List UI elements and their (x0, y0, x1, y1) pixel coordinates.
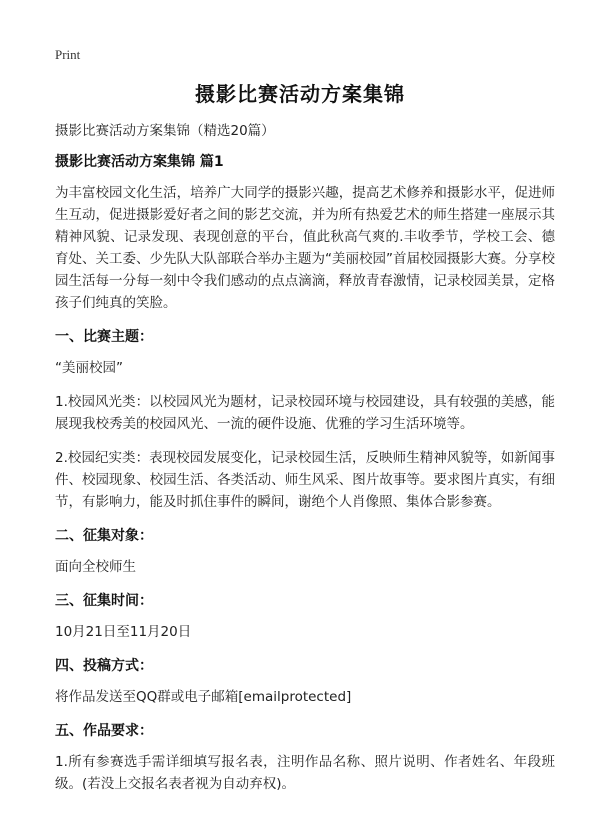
submit-text: 将作品发送至QQ群或电子邮箱[emailprotected] (55, 689, 352, 705)
section-heading-submit: 四、投稿方式： (55, 658, 153, 674)
theme-item-1: 1.校园风光类：以校园风光为题材，记录校园环境与校园建设，具有较强的美感，能展现我校秀美的校园风光、一流的硬件设施、优雅的学习生活环境等。 (55, 394, 555, 432)
time-text: 10月21日至11月20日 (55, 624, 192, 640)
target-text: 面向全校师生 (55, 559, 136, 575)
section-heading-time: 三、征集时间： (55, 593, 153, 609)
article-body (55, 120, 555, 803)
intro-paragraph: 为丰富校园文化生活，培养广大同学的摄影兴趣，提高艺术修养和摄影水平，促进师生互动，促进摄影爱好者之间的影艺交流，并为所有热爱艺术的师生搭建一座展示其精神风貌、记录发现、表现创意的平台，值此秋高气爽的.丰收季节，学校工会、德育处、关工委、少先队大队部联合举办主题为“美丽校园”首届校园摄影大赛。分享校园生活每一分每一刻中令我们感动的点点滴滴，释放青春激情，记录校园美景，定格孩子们纯真的笑脸。 (55, 185, 555, 311)
section-heading-theme: 一、比赛主题： (55, 329, 153, 345)
section-heading-requirements: 五、作品要求： (55, 723, 153, 739)
theme-name: “美丽校园” (55, 360, 123, 376)
print-link[interactable]: Print (55, 47, 81, 62)
theme-item-2: 2.校园纪实类：表现校园发展变化，记录校园生活，反映师生精神风貌等，如新闻事件、校园现象、校园生活、各类活动、师生风采、图片故事等。要求图片真实，有细节，有影响力，能及时抓住事件的瞬间，谢绝个人肖像照、集体合影参赛。 (55, 450, 555, 510)
page-title: 摄影比赛活动方案集锦 (195, 82, 405, 106)
section-heading-target: 二、征集对象： (55, 528, 153, 544)
subtitle: 摄影比赛活动方案集锦（精选20篇） (55, 123, 275, 139)
article-heading: 摄影比赛活动方案集锦 篇1 (55, 154, 224, 170)
requirements-item-1: 1.所有参赛选手需详细填写报名表，注明作品名称、照片说明、作者姓名、年段班级。(若没上交报名表者视为自动弃权)。 (55, 754, 555, 792)
